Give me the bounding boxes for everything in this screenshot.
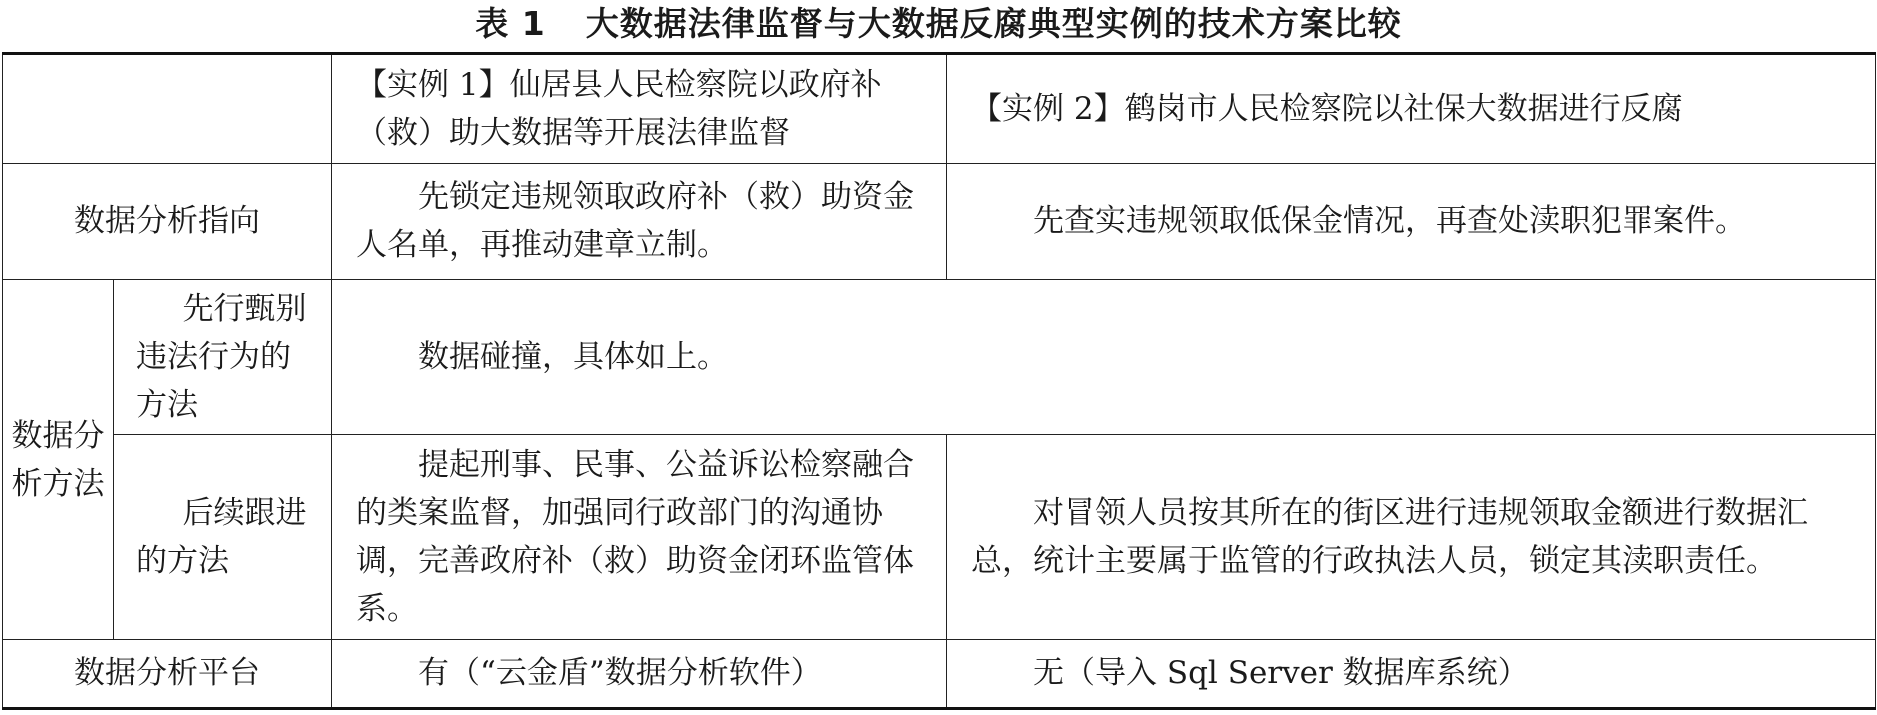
row-label-identify: 先行甄别违法行为的方法	[114, 280, 332, 434]
header-case1: 【实例 1】仙居县人民检察院以政府补（救）助大数据等开展法律监督	[332, 54, 947, 164]
cell-followup-case1: 提起刑事、民事、公益诉讼检察融合的类案监督，加强同行政部门的沟通协调，完善政府补（救）助资金闭环监管体系。	[332, 434, 947, 639]
cell-identify-shared: 数据碰撞，具体如上。	[332, 280, 1876, 434]
cell-platform-case2: 无（导入 Sql Server 数据库系统）	[947, 639, 1876, 708]
table-number: 表 1	[475, 4, 546, 43]
table-row-header	[3, 54, 1876, 164]
table-row-direction	[3, 163, 1876, 280]
table-row-identify	[3, 280, 1876, 434]
row-label-followup: 后续跟进的方法	[114, 434, 332, 639]
table-row-platform	[3, 639, 1876, 708]
row-label-direction: 数据分析指向	[3, 163, 332, 280]
cell-followup-case2: 对冒领人员按其所在的街区进行违规领取金额进行数据汇总，统计主要属于监管的行政执法人员，锁定其渎职责任。	[947, 434, 1876, 639]
header-case2: 【实例 2】鹤岗市人民检察院以社保大数据进行反腐	[947, 54, 1876, 164]
cell-direction-case2: 先查实违规领取低保金情况，再查处渎职犯罪案件。	[947, 163, 1876, 280]
row-label-method-group: 数据分析方法	[3, 280, 114, 639]
table-caption	[0, 0, 1877, 50]
table-row-followup	[3, 434, 1876, 639]
cell-platform-case1: 有（“云金盾”数据分析软件）	[332, 639, 947, 708]
comparison-table	[2, 52, 1876, 710]
cell-direction-case1: 先锁定违规领取政府补（救）助资金人名单，再推动建章立制。	[332, 163, 947, 280]
row-label-platform: 数据分析平台	[3, 639, 332, 708]
table-title: 大数据法律监督与大数据反腐典型实例的技术方案比较	[585, 4, 1402, 43]
corner-cell	[3, 54, 332, 164]
